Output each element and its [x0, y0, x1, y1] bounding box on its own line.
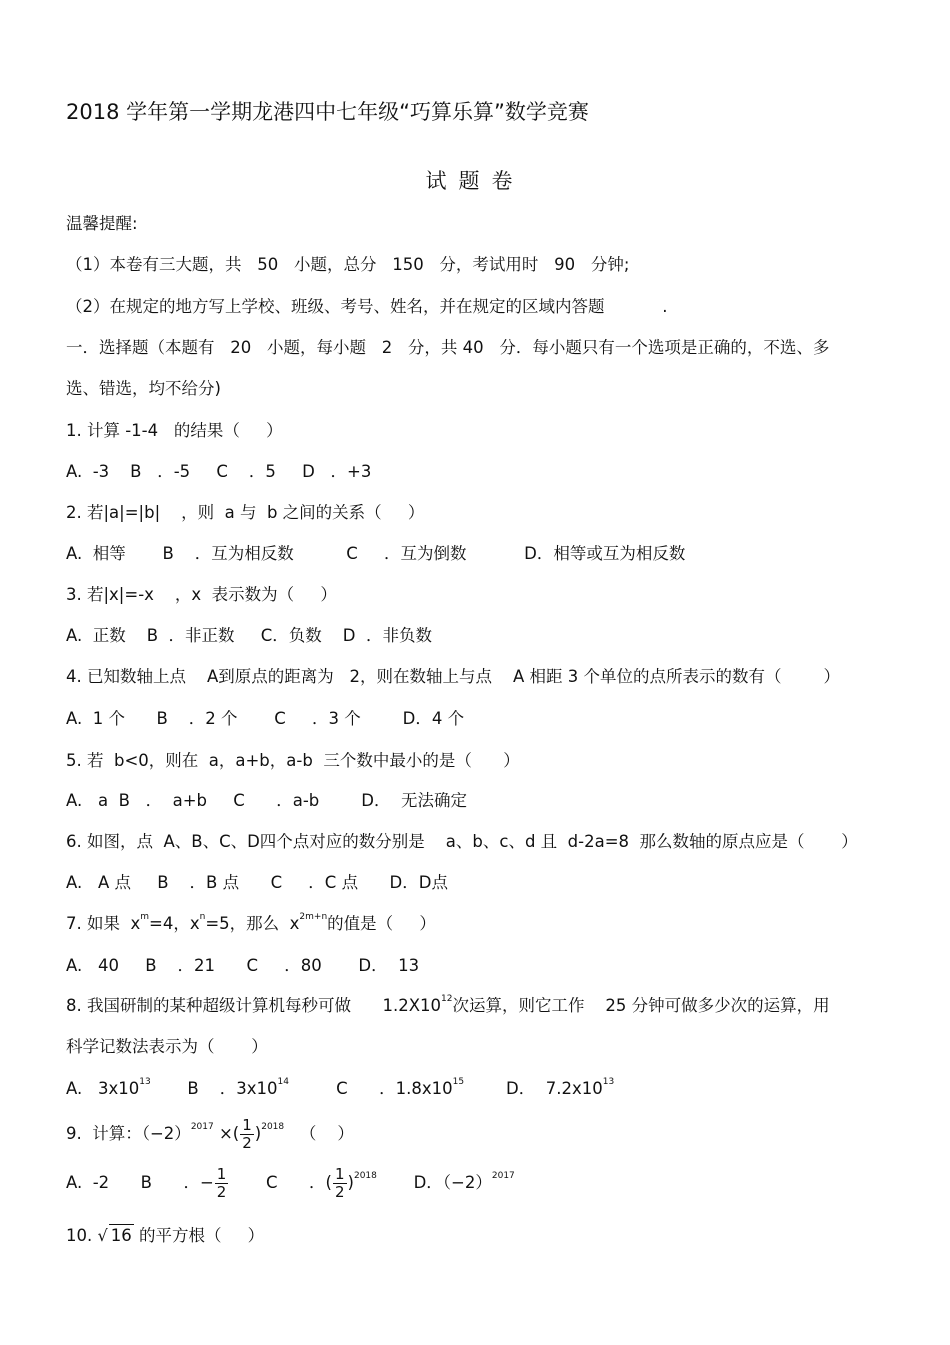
question-7: 7. 如果 $x^m=4$，$x^n=5$，那么 $x^{2m+n}$的值是（ ）: [66, 912, 436, 933]
answers-4: A. 1 个 B ．2 个 C ．3 个 D．4 个: [66, 709, 465, 728]
answers-7: A. 40 B ．21 C ．80 D． 13: [66, 956, 420, 975]
question-3: 3. 若|x|=-x ，x 表示数为（ ）: [66, 585, 337, 604]
fraction-half: $\frac{1}{2}$: [242, 1116, 252, 1152]
answers-1: A. -3 B ．-5 C ．5 D ．+3: [66, 462, 372, 481]
page-title: 2018 学年第一学期龙港四中七年级“巧算乐算”数学竞赛: [66, 100, 589, 124]
sqrt-symbol: √: [97, 1226, 108, 1245]
answers-9: A. -2 B ．− $\frac{1}{2}$ C ．( $\frac{1}{2}$ )$^{2018}$ D．$(-2)^{2017}$: [66, 1165, 515, 1201]
question-9: 9. 计算：$(-2)^{2017}$ ×( $\frac{1}{2}$ )$^{2018}$ （ ）: [66, 1116, 354, 1152]
section-heading-cont: 选、错选，均不给分): [66, 379, 221, 398]
answers-2: A. 相等 B ．互为相反数 C ．互为倒数 D．相等或互为相反数: [66, 544, 686, 563]
notice-item-1: （1）本卷有三大题，共 50 小题，总分 150 分，考试用时 90 分钟;: [66, 255, 630, 274]
section-heading: 一．选择题（本题有 20 小题，每小题 2 分，共 40 分．每小题只有一个选项是正确的，不选、多: [66, 338, 830, 357]
question-8-cont: 科学记数法表示为（ ）: [66, 1037, 268, 1056]
question-10: 10. √ 16 的平方根（ ）: [66, 1226, 265, 1245]
answers-8: A. $3x10^{13}$ B ．$3x10^{14}$ C ．$1.8x10^{15}$ D． $7.2x10^{13}$: [66, 1077, 615, 1098]
answers-5: A. a B ． a+b C ．a-b D． 无法确定: [66, 791, 467, 810]
fraction-half: $\frac{1}{2}$: [334, 1165, 345, 1201]
notice-item-2: （2）在规定的地方写上学校、班级、考号、姓名，并在规定的区域内答题 .: [66, 297, 668, 316]
question-1: 1. 计算 -1-4 的结果（ ）: [66, 421, 283, 440]
fraction-half: $\frac{1}{2}$: [216, 1165, 227, 1201]
answers-6: A. A 点 B ．B 点 C ．C 点 D．D点: [66, 873, 448, 892]
answers-3: A. 正数 B ．非正数 C．负数 D ．非负数: [66, 626, 432, 645]
question-6: 6. 如图，点 A、B、C、D四个点对应的数分别是 a、b、c、d 且 d-2a=8 那么数轴的原点应是（ ）: [66, 832, 858, 851]
page-subtitle: 试题卷: [425, 169, 525, 193]
question-8: 8. 我国研制的某种超级计算机每秒可做 $1.2X10^{12}$次运算，则它工作 25 分钟可做多少次的运算，用: [66, 994, 830, 1015]
question-4: 4. 已知数轴上点 A到原点的距离为 2，则在数轴上与点 A 相距 3 个单位的点所表示的数有（ ）: [66, 667, 840, 686]
question-2: 2. 若|a|=|b| ，则 a 与 b 之间的关系（ ）: [66, 503, 425, 522]
question-5: 5. 若 b<0，则在 a，a+b，a-b 三个数中最小的是（ ）: [66, 751, 520, 770]
notice-heading: 温馨提醒:: [66, 214, 138, 233]
